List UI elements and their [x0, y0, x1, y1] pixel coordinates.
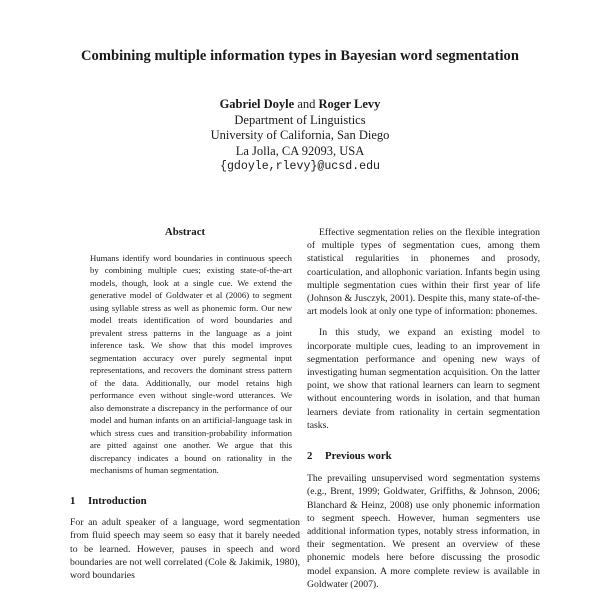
paragraph-study: In this study, we expand an existing model to incorporate multiple cues, leading to an improvement in segmentation performance and opening new ways of investigating human segmentation acquisition. On the latter point, we show that rational learners can learn to segment without encountering words in isolation, and that human learners deviate from rationality in certain segmentation tasks. — [307, 327, 540, 431]
university: University of California, San Diego — [210, 128, 390, 143]
paper-title: Combining multiple information types in Bayesian word segmentation — [81, 48, 519, 64]
abstract-text: Humans identify word boundaries in continuous speech by combining multiple cues; existing state-of-the-art models, though, look at a single cue. We extend the generative model of Goldwater et al (2006) to segment using syllable stress as well as phonemic form. Our new model treats identification of word boundaries and prevalent stress patterns in the language as a joint inference task. We show that this model improves segmentation accuracy over purely segmental input representations, and recovers the dominant stress pattern of the data. Additionally, our model retains high performance even without single-word utterances. We also demonstrate a discrepancy in the performance of our model and human infants on an artificial-language task in which stress cues and transition-probability information are pitted against one another. We argue that this discrepancy indicates a bound on rationality in the mechanisms of human segmentation. — [90, 252, 292, 476]
author-names — [0, 97, 600, 113]
section-2-title: Previous work — [325, 450, 392, 463]
left-column — [70, 226, 300, 582]
abstract-heading: Abstract — [164, 226, 206, 238]
section-2-number: 2 — [307, 450, 313, 463]
paragraph-previous-work: The prevailing unsupervised word segmentation systems (e.g., Brent, 1999; Goldwater, Griffiths, & Johnson, 2006; Blanchard & Heinz, 2008) use only phonemic information to segment speech. However, human segmenters use additional information types, notably stress information, in their segmentation. We present an overview of these phonemic models here before discussing the prosodic model expansion. A more complete review is available in Goldwater (2007). — [307, 473, 540, 590]
paragraph-cues: Effective segmentation relies on the flexible integration of multiple types of segmentation cues, among them statistical regularities in phonemes and prosody, coarticulation, and allophonic variation. Infants begin using multiple segmentation cues within their first year of life (Johnson & Jusczyk, 2001). Despite this, many state-of-the-art models look at only one type of information: phonemes. — [307, 227, 540, 318]
intro-paragraph: For an adult speaker of a language, word segmentation from fluid speech may seem so easy that it barely needed to be learned. However, pauses in speech and word boundaries are not well correlated (Cole & Jakimik, 1980), word boundaries — [70, 517, 300, 581]
section-1-number: 1 — [70, 494, 76, 507]
author-conjunction: and — [297, 97, 316, 111]
department: Department of Linguistics — [234, 112, 366, 127]
section-1-title: Introduction — [88, 494, 147, 507]
location: La Jolla, CA 92093, USA — [235, 143, 365, 158]
author-1: Gabriel Doyle — [219, 97, 295, 111]
email: {gdoyle,rlevy}@ucsd.edu — [219, 160, 381, 174]
right-column — [307, 226, 540, 591]
section-2-heading — [307, 450, 540, 463]
section-1-heading — [70, 495, 300, 508]
author-block — [0, 97, 600, 175]
author-2: Roger Levy — [318, 97, 381, 111]
